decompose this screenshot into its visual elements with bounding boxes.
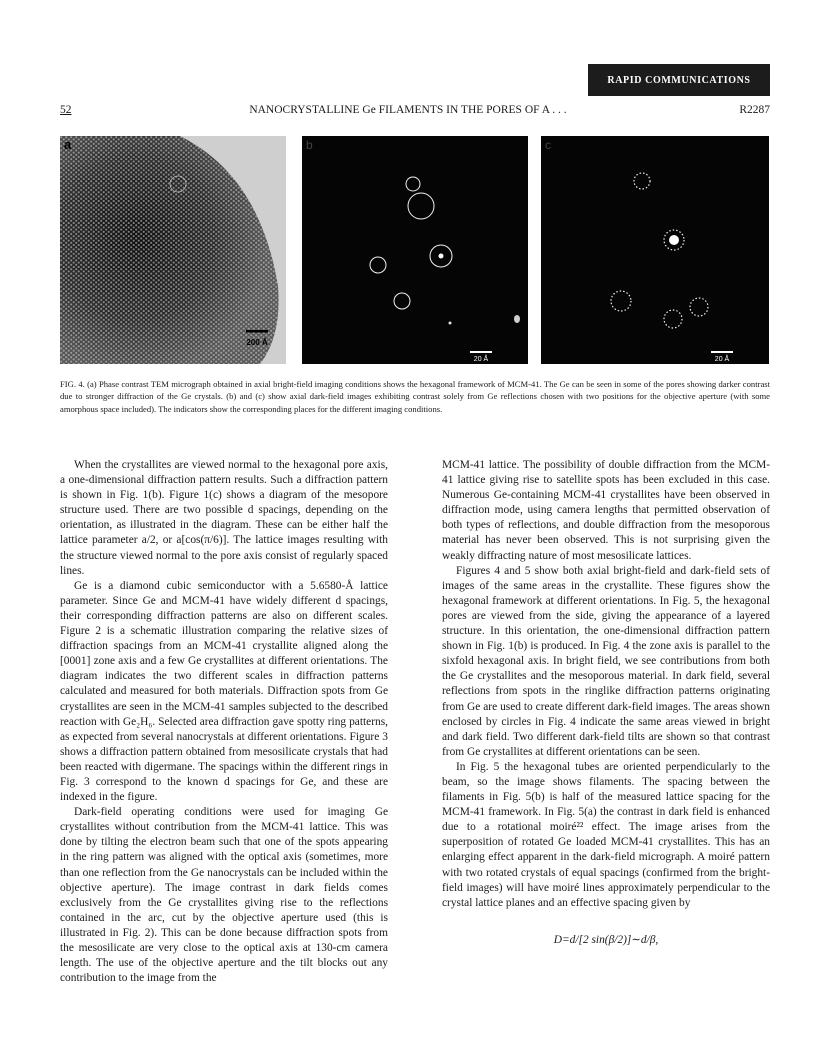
- panel-letter-b: b: [306, 138, 313, 152]
- figure-panel-c: [541, 136, 769, 364]
- paragraph: Ge is a diamond cubic semiconductor with a 5.6580-Å lattice parameter. Since Ge and MCM-41 have widely different d spacings, their corresponding diffraction patterns are also on different scales. Figure 2 is a schematic illustration comparing the relative sizes of diffraction spacings from an MCM-41 crystallite aligned along the [0001] zone axis and a few Ge crystallites at different orientations. The diagram indicates the two different scales in diffraction patterns calculated and measured for both materials. Diffraction spots from Ge crystallites are seen in the MCM-41 samples subjected to the described reaction with Ge₂H₆. Selected area diffraction gave spotty ring patterns, as expected from several nanocrystals at different orientations. Figure 3 shows a diffraction pattern obtained from mesosilicate crystals that had been reacted with digermane. The spacings within the different rings in Fig. 3 correspond to the known d spacings for Ge, and these are indexed in the figure.: [60, 579, 388, 804]
- paragraph: MCM-41 lattice. The possibility of double diffraction from the MCM-41 lattice giving rise to satellite spots has been excluded in this case. Numerous Ge-containing MCM-41 crystallites have been observed in diffraction mode, using camera lengths that permitted observation of both types of reflections, and double diffraction from the mesoporous material has never been observed. This is not surprising given the weakly diffracting nature of most mesosilicate lattices.: [442, 459, 770, 562]
- figure-panel-a: [60, 136, 286, 364]
- paragraph: When the crystallites are viewed normal to the hexagonal pore axis, a one-dimensional diffraction pattern results. Such a diffraction pattern is shown in Fig. 1(b). Figure 1(c) shows a diagram of the mesopore structure used. There are two possible d spacings, depending on the orientation, as illustrated in the diagram. These can be either half the lattice parameter a/2, or a[cos(π/6)]. The lattice images resulting with the structure viewed normal to the pore axis consist of regularly spaced lines.: [60, 459, 388, 577]
- figure-caption: FIG. 4. (a) Phase contrast TEM micrograph obtained in axial bright-field imaging conditions shows the hexagonal framework of MCM-41. The Ge can be seen in some of the pores showing darker contrast due to stronger diffraction of the Ge crystals. (b) and (c) show axial dark-field images exhibiting contrast solely from Ge reflections chosen with two positions for the objective aperture (with some amorphous space included). The indicators show the corresponding places for the different imaging conditions.: [60, 379, 770, 414]
- paragraph: Figures 4 and 5 show both axial bright-field and dark-field sets of images of the same areas in the crystallite. These figures show the hexagonal framework at different orientations. In Fig. 5, the hexagonal pores are viewed from the side, giving the appearance of a layered structure. In this orientation, the one-dimensional diffraction pattern shown in Fig. 1(b) is produced. In Fig. 4 the zone axis is parallel to the sixfold hexagonal axis. In bright field, we see contributions from both the Ge crystallites and the mesoporous material. In dark field, several reflections from spots in the ringlike diffraction patterns originating from Ge are used to create different dark-field images. The areas shown enclosed by circles in Fig. 4 indicate the same areas viewed in bright and dark field. Two different dark-field tilts are shown so that contrast from Ge crystallites at different orientations can be seen.: [442, 564, 770, 758]
- figure-panel-b: [302, 136, 528, 364]
- panel-letter-c: c: [545, 138, 551, 152]
- moire-spacing-equation: D=d/[2 sin(β/2)]∼d/β,: [553, 933, 659, 946]
- page-number: R2287: [739, 104, 770, 116]
- paragraph: Dark-field operating conditions were used for imaging Ge crystallites without contribution from the MCM-41 lattice. This was done by tilting the electron beam such that one of the spots appearing in the ring pattern was aligned with the optical axis (sometimes, more than one reflection from the Ge nanocrystals can be included within the objective aperture). The image contrast in dark fields comes exclusively from the Ge crystallites giving rise to the reflections contained in the arc, cut by the objective aperture used (this is illustrated in Fig. 2). This can be done because diffraction spots from the mesosilicate are very close to the optical axis at 130-cm camera length. The use of the objective aperture and the tilt blocks out any contribution to the image from the: [60, 806, 388, 985]
- running-title: NANOCRYSTALLINE Ge FILAMENTS IN THE PORES OF A . . .: [249, 104, 567, 116]
- scale-label-c: 20 Å: [714, 356, 730, 363]
- paragraph: In Fig. 5 the hexagonal tubes are oriented perpendicularly to the beam, so the image shows filaments. The spacing between the filaments in Fig. 5(b) is half of the measured lattice spacing for the MCM-41 framework. In Fig. 5(a) the contrast in dark field is enhanced due to a rotational moiré²² effect. The image arises from the superposition of rotated Ge loaded MCM-41 crystallites. This has an enlarging effect apparent in the dark-field micrograph. A moiré pattern with two rotated crystals of equal spacings (confirmed from the bright-field images) will have moiré lines approximately perpendicular to the crystal lattice planes and an effective spacing given by: [442, 760, 770, 909]
- scale-label-a: 200 Å: [246, 338, 268, 347]
- volume-number: 52: [60, 104, 72, 116]
- right-column: [442, 458, 770, 948]
- dark-field-micrograph-c: [541, 136, 769, 364]
- bright-field-micrograph: [60, 136, 286, 364]
- rapid-communications-banner: RAPID COMMUNICATIONS: [588, 64, 770, 96]
- left-column: [60, 458, 388, 986]
- panel-letter-a: a: [64, 137, 72, 152]
- dark-field-micrograph-b: [302, 136, 528, 364]
- scale-label-b: 20 Å: [473, 356, 489, 363]
